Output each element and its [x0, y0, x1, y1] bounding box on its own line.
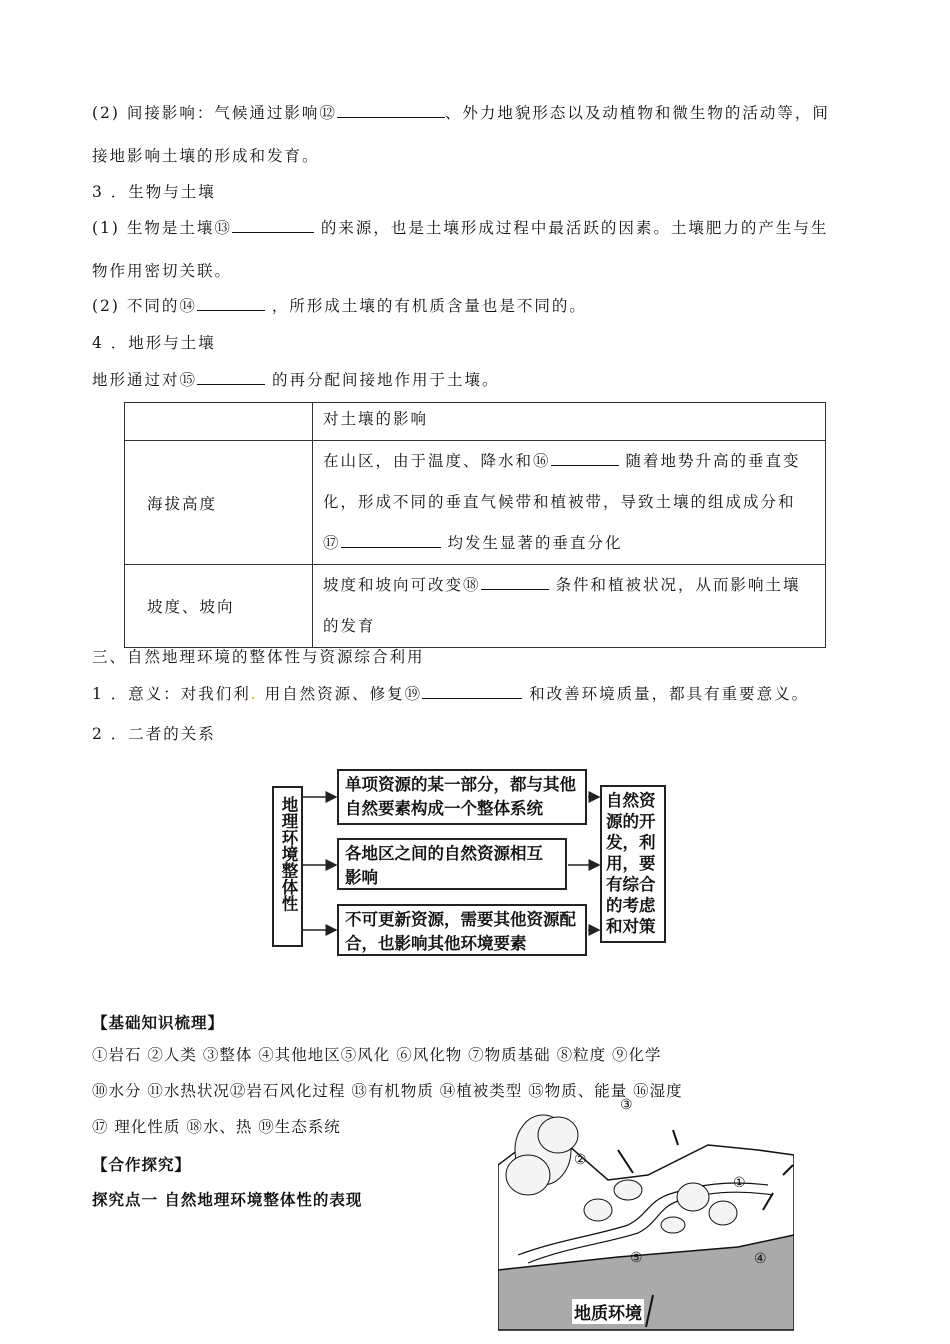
line-cont: 接地影响土壤的形成和发育。	[92, 147, 320, 165]
line-organic	[92, 294, 587, 316]
row-altitude-value	[313, 441, 826, 565]
text: 、外力地貌形态以及动植物和微生物的活动等，间	[444, 104, 830, 122]
terrain-soil-table	[124, 402, 826, 648]
row-altitude-key: 海拔高度	[125, 441, 313, 565]
row2-line1	[323, 565, 815, 606]
answer-blank-14[interactable]	[197, 296, 265, 311]
text: 在山区，由于温度、降水和⑯	[323, 452, 551, 470]
text: 的再分配间接地作用于土壤。	[271, 371, 500, 389]
answers-title: 【基础知识梳理】	[92, 1013, 225, 1032]
diagram-box-3: 不可更新资源，需要其他资源配合，也影响其他环境要素	[337, 904, 587, 956]
line-biology-source	[92, 216, 828, 238]
text: ⑰	[323, 534, 341, 552]
row1-line1	[323, 441, 815, 482]
text: 随着地势升高的垂直变	[625, 452, 801, 470]
diagram-box-2: 各地区之间的自然资源相互影响	[337, 838, 567, 890]
geology-label: 地质环境	[572, 1299, 644, 1324]
answer-blank-18[interactable]	[481, 575, 549, 590]
answer-blank-16[interactable]	[551, 451, 619, 466]
label-3: ③	[620, 1097, 633, 1113]
diagram-left-box: 地理环境整体性	[272, 786, 303, 947]
line-cont2: 物作用密切关联。	[92, 262, 233, 280]
answer-blank-12[interactable]	[337, 103, 445, 118]
answers-row-2: ⑩水分 ⑪水热状况⑫岩石风化过程 ⑬有机物质 ⑭植被类型 ⑮物质、能量 ⑯湿度	[92, 1082, 683, 1100]
text: (1) 生物是土壤⑬	[92, 219, 232, 237]
explore-point-1: 探究点一 自然地理环境整体性的表现	[92, 1190, 363, 1209]
label-2: ②	[574, 1152, 587, 1168]
label-1: ①	[733, 1175, 746, 1191]
answer-blank-13[interactable]	[232, 218, 314, 233]
text: ，所形成土壤的有机质含量也是不同的。	[271, 297, 587, 315]
diagram-box-1: 单项资源的某一部分，都与其他自然要素构成一个整体系统	[337, 769, 587, 825]
text: 坡度和坡向可改变⑱	[323, 576, 481, 594]
answer-blank-15[interactable]	[197, 370, 265, 385]
label-5: ⑤	[630, 1250, 643, 1266]
row2-line2: 的发育	[323, 617, 376, 635]
row1-line2: 化，形成不同的垂直气候带和植被带，导致土壤的组成成分和	[323, 493, 796, 511]
row-slope-value	[313, 565, 826, 648]
text: 和改善环境质量，都具有重要意义。	[529, 685, 810, 703]
landscape-drawing	[498, 1105, 794, 1337]
text: 用自然资源、修复⑲	[264, 685, 423, 703]
landscape-illustration	[498, 1097, 794, 1337]
heading-biology-soil: 3 ．生物与土壤	[92, 183, 216, 201]
answer-blank-19[interactable]	[422, 684, 522, 699]
answers-row-3: ⑰ 理化性质 ⑱水、热 ⑲生态系统	[92, 1118, 341, 1136]
answers-row-1: ①岩石 ②人类 ③整体 ④其他地区⑤风化 ⑥风化物 ⑦物质基础 ⑧粒度 ⑨化学	[92, 1046, 662, 1064]
diagram-right-box: 自然资源的开发，利用，要有综合的考虑和对策	[600, 785, 666, 943]
line-terrain	[92, 368, 499, 390]
diagram-arrows	[300, 780, 610, 950]
text: (2) 不同的⑭	[92, 297, 197, 315]
table-header: 对土壤的影响	[313, 403, 826, 441]
text: 1 ．意义：对我们利	[92, 685, 251, 703]
stray-mark: .	[250, 685, 258, 703]
heading-relationship: 2 ．二者的关系	[92, 725, 216, 743]
explore-title: 【合作探究】	[92, 1155, 192, 1174]
section-3-title: 三、自然地理环境的整体性与资源综合利用	[92, 648, 425, 666]
row1-line3	[323, 523, 815, 564]
text: 条件和植被状况，从而影响土壤	[555, 576, 801, 594]
line-significance	[92, 682, 809, 704]
line-indirect-influence	[92, 101, 830, 123]
label-4: ④	[754, 1251, 767, 1267]
text: 均发生显著的垂直分化	[447, 534, 623, 552]
text: (2) 间接影响：气候通过影响⑫	[92, 104, 337, 122]
heading-terrain-soil: 4 ．地形与土壤	[92, 334, 216, 352]
text: 地形通过对⑮	[92, 371, 198, 389]
row-slope-key: 坡度、坡向	[125, 565, 313, 648]
answer-blank-17[interactable]	[341, 533, 441, 548]
table-header-empty	[125, 403, 313, 441]
text: 的来源，也是土壤形成过程中最活跃的因素。土壤肥力的产生与生	[320, 219, 829, 237]
